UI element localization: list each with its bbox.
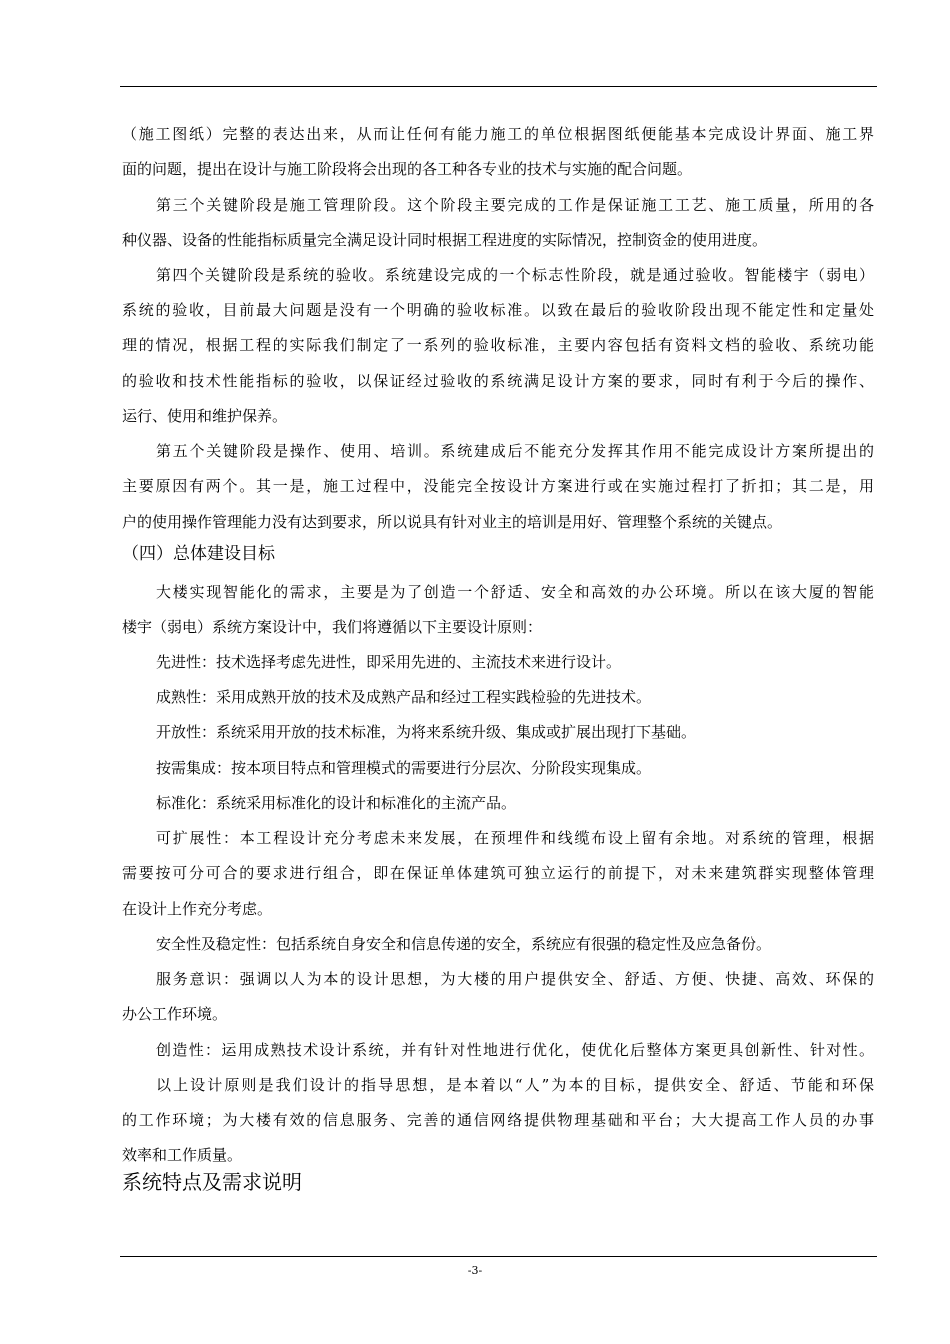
text-line: （施工图纸）完整的表达出来，从而让任何有能力施工的单位根据图纸便能基本完成设计界面、施工界 [122,125,874,143]
text-line: 创造性：运用成熟技术设计系统，并有针对性地进行优化，使优化后整体方案更具创新性、针对性。 [156,1041,874,1059]
page-number: -3- [467,1264,483,1277]
text-line: 楼宇（弱电）系统方案设计中，我们将遵循以下主要设计原则： [122,618,543,636]
text-line: 面的问题，提出在设计与施工阶段将会出现的各工种各专业的技术与实施的配合问题。 [122,160,693,178]
text-line: 服务意识：强调以人为本的设计思想，为大楼的用户提供安全、舒适、方便、快捷、高效、环保的 [156,970,874,988]
text-line: 标准化：系统采用标准化的设计和标准化的主流产品。 [156,794,517,812]
text-line: 系统的验收，目前最大问题是没有一个明确的验收标准。以致在最后的验收阶段出现不能定性和定量处 [122,301,874,319]
text-line: 种仪器、设备的性能指标质量完全满足设计同时根据工程进度的实际情况，控制资金的使用进度。 [122,231,768,249]
text-line: 安全性及稳定性：包括系统自身安全和信息传递的安全，系统应有很强的稳定性及应急备份。 [156,935,772,953]
text-line: 第三个关键阶段是施工管理阶段。这个阶段主要完成的工作是保证施工工艺、施工质量，所用的各 [156,196,874,214]
text-line: 可扩展性：本工程设计充分考虑未来发展，在预埋件和线缆布设上留有余地。对系统的管理，根据 [156,829,874,847]
text-line: 户的使用操作管理能力没有达到要求，所以说具有针对业主的培训是用好、管理整个系统的关键点。 [122,513,783,531]
text-line: 第四个关键阶段是系统的验收。系统建设完成的一个标志性阶段，就是通过验收。智能楼宇（弱电） [156,266,874,284]
text-line: 第五个关键阶段是操作、使用、培训。系统建成后不能充分发挥其作用不能完成设计方案所提出的 [156,442,874,460]
text-line: 先进性：技术选择考虑先进性，即采用先进的、主流技术来进行设计。 [156,653,622,671]
text-line: 的验收和技术性能指标的验收，以保证经过验收的系统满足设计方案的要求，同时有利于今后的操作、 [122,372,874,390]
text-line: 开放性：系统采用开放的技术标准，为将来系统升级、集成或扩展出现打下基础。 [156,723,697,741]
section-title: 系统特点及需求说明 [122,1170,302,1194]
text-line: 理的情况，根据工程的实际我们制定了一系列的验收标准，主要内容包括有资料文档的验收、系统功能 [122,336,874,354]
text-line: 需要按可分可合的要求进行组合，即在保证单体建筑可独立运行的前提下，对未来建筑群实现整体管理 [122,864,874,882]
text-line: 的工作环境；为大楼有效的信息服务、完善的通信网络提供物理基础和平台；大大提高工作人员的办事 [122,1111,874,1129]
text-line: 效率和工作质量。 [122,1146,243,1164]
text-line: 以上设计原则是我们设计的指导思想，是本着以“人”为本的目标，提供安全、舒适、节能和环保 [156,1076,874,1094]
text-line: 办公工作环境。 [122,1005,228,1023]
text-line: 运行、使用和维护保养。 [122,407,288,425]
footer-rule [120,1256,877,1257]
text-line: 按需集成：按本项目特点和管理模式的需要进行分层次、分阶段实现集成。 [156,759,652,777]
text-line: 成熟性：采用成熟开放的技术及成熟产品和经过工程实践检验的先进技术。 [156,688,652,706]
text-line: 在设计上作充分考虑。 [122,900,273,918]
section-heading: （四）总体建设目标 [122,544,275,564]
text-line: 主要原因有两个。其一是，施工过程中，没能完全按设计方案进行或在实施过程打了折扣；其二是，用 [122,477,874,495]
text-line: 大楼实现智能化的需求，主要是为了创造一个舒适、安全和高效的办公环境。所以在该大厦的智能 [156,583,874,601]
